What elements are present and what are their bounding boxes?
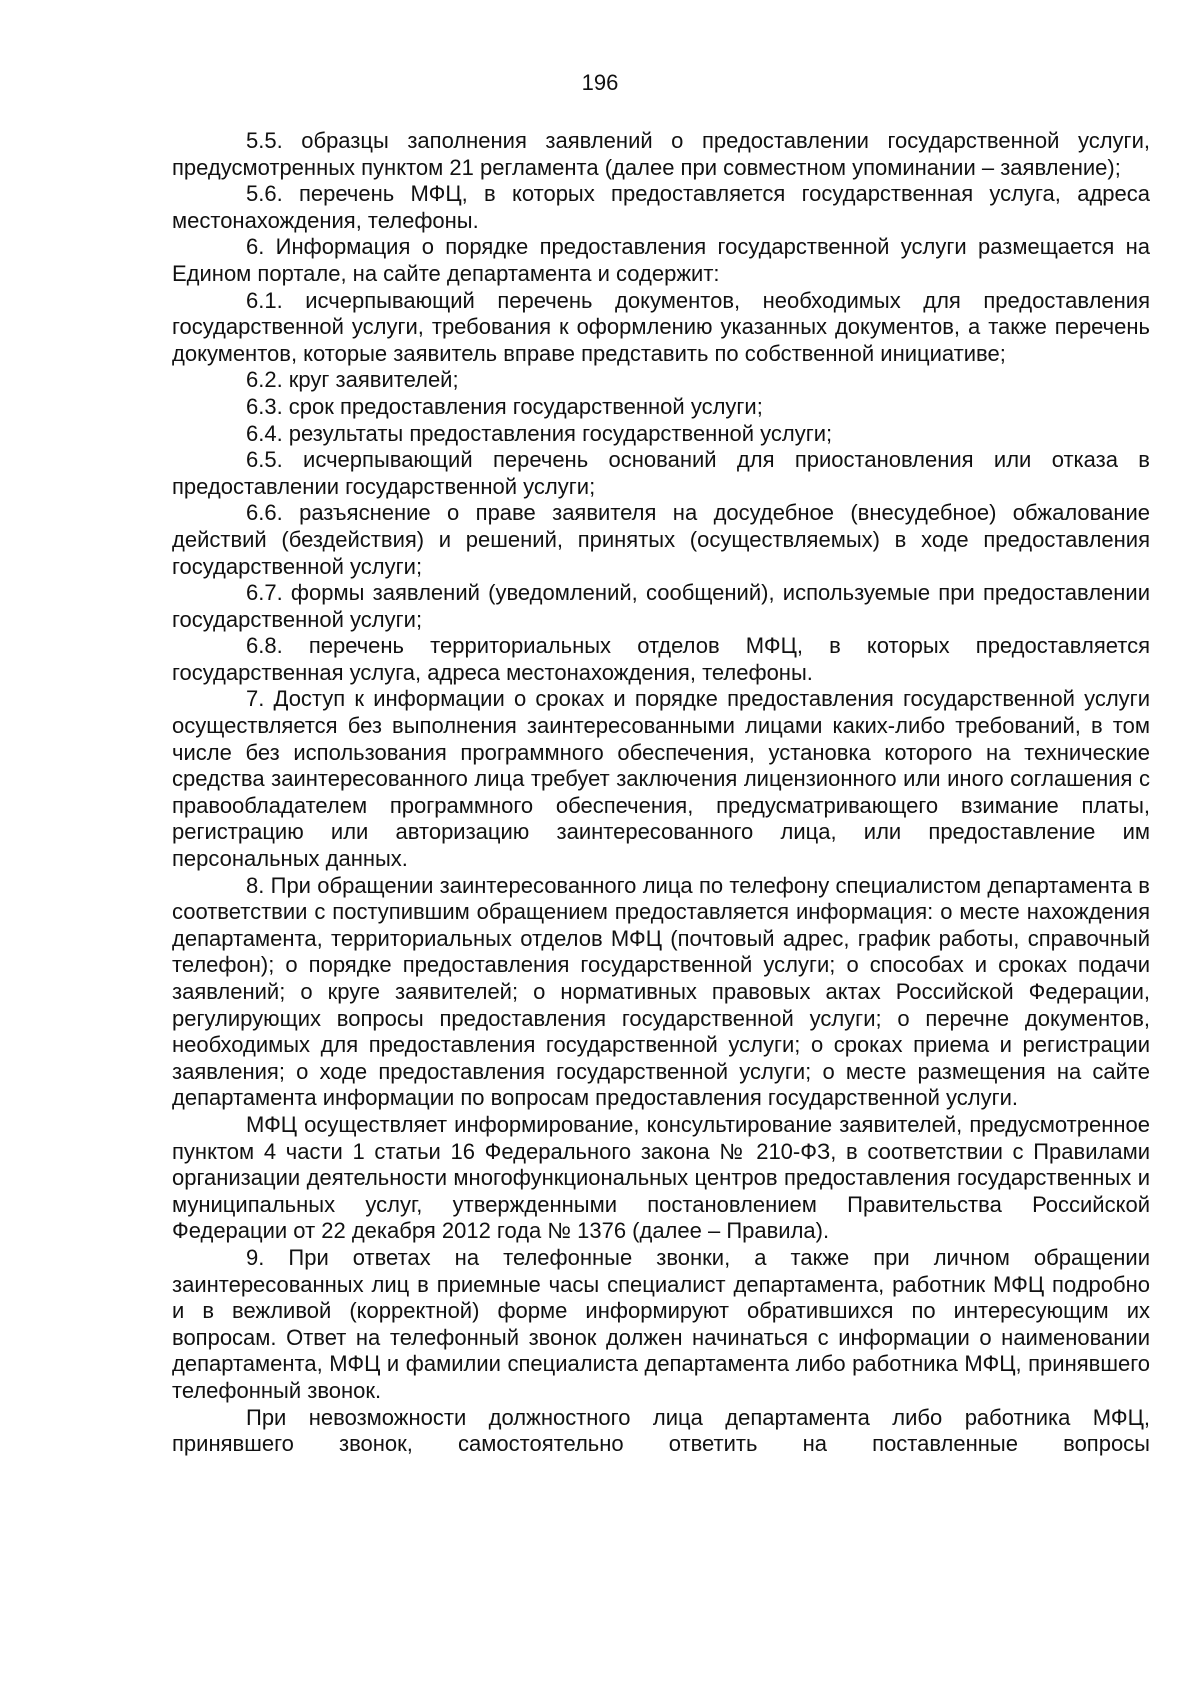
paragraph-6-5: 6.5. исчерпывающий перечень оснований для приостановления или отказа в предоставлении государственной услуги; [172,447,1150,499]
page-number: 196 [581,70,619,95]
paragraph-9: 9. При ответах на телефонные звонки, а также при личном обращении заинтересованных лиц в приемные часы специалист департамента, работник МФЦ подробно и в вежливой (корректной) форме информируют обратившихся по интересующим их вопросам. Ответ на телефонный звонок должен начинаться с информации о наименовании департамента, МФЦ и фамилии специалиста департамента либо работника МФЦ, принявшего телефонный звонок. [172,1244,1150,1403]
paragraph-6-2: 6.2. круг заявителей; [246,367,459,393]
paragraph-unable-to-answer: При невозможности должностного лица департамента либо работника МФЦ, принявшего звонок, самостоятельно ответить на поставленные вопросы [172,1404,1150,1457]
paragraph-5-6: 5.6. перечень МФЦ, в которых предоставляется государственная услуга, адреса местонахождения, телефоны. [172,181,1150,233]
paragraph-6-7: 6.7. формы заявлений (уведомлений, сообщений), используемые при предоставлении государственной услуги; [172,580,1150,632]
paragraph-6-4: 6.4. результаты предоставления государственной услуги; [246,420,833,446]
paragraph-6: 6. Информация о порядке предоставления государственной услуги размещается на Едином портале, на сайте департамента и содержит: [172,234,1150,286]
document-body [172,128,1150,1458]
paragraph-6-3: 6.3. срок предоставления государственной услуги; [246,393,763,419]
paragraph-6-6: 6.6. разъяснение о праве заявителя на досудебное (внесудебное) обжалование действий (бездействия) и решений, принятых (осуществляемых) в ходе предоставления государственной услуги; [172,500,1150,579]
paragraph-5-5: 5.5. образцы заполнения заявлений о предоставлении государственной услуги, предусмотренных пунктом 21 регламента (далее при совместном упоминании – заявление); [172,128,1150,180]
paragraph-7: 7. Доступ к информации о сроках и порядке предоставления государственной услуги осуществляется без выполнения заинтересованными лицами каких-либо требований, в том числе без использования программного обеспечения, установка которого на технические средства заинтересованного лица требует заключения лицензионного или иного соглашения с правообладателем программного обеспечения, предусматривающего взимание платы, регистрацию или авторизацию заинтересованного лица, или предоставление им персональных данных. [172,686,1150,872]
paragraph-mfc-informing: МФЦ осуществляет информирование, консультирование заявителей, предусмотренное пунктом 4 части 1 статьи 16 Федерального закона № 210-ФЗ, в соответствии с Правилами организации деятельности многофункциональных центров предоставления государственных и муниципальных услуг, утвержденными постановлением Правительства Российской Федерации от 22 декабря 2012 года № 1376 (далее – Правила). [172,1111,1150,1244]
paragraph-6-1: 6.1. исчерпывающий перечень документов, необходимых для предоставления государственной услуги, требования к оформлению указанных документов, а также перечень документов, которые заявитель вправе представить по собственной инициативе; [172,287,1150,366]
paragraph-6-8: 6.8. перечень территориальных отделов МФЦ, в которых предоставляется государственная услуга, адреса местонахождения, телефоны. [172,633,1150,685]
paragraph-8: 8. При обращении заинтересованного лица по телефону специалистом департамента в соответствии с поступившим обращением предоставляется информация: о месте нахождения департамента, территориальных отделов МФЦ (почтовый адрес, график работы, справочный телефон); о порядке предоставления государственной услуги; о способах и сроках подачи заявлений; о круге заявителей; о нормативных правовых актах Российской Федерации, регулирующих вопросы предоставления государственной услуги; о перечне документов, необходимых для предоставления государственной услуги; о сроках приема и регистрации заявления; о ходе предоставления государственной услуги; о месте размещения на сайте департамента информации по вопросам предоставления государственной услуги. [172,872,1150,1111]
